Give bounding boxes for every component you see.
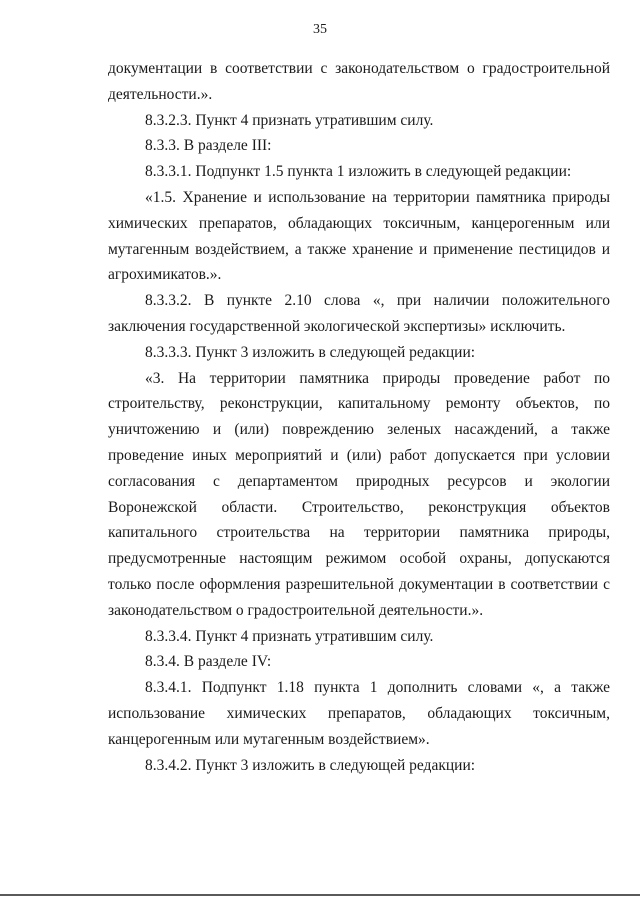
paragraph-8-3-3-4: 8.3.3.4. Пункт 4 признать утратившим силу.	[145, 627, 434, 645]
page-number: 35	[313, 22, 327, 37]
document-body	[108, 56, 610, 778]
paragraph-continuation: документации в соответствии с законодательством о градостроительной деятельности.».	[108, 60, 610, 103]
paragraph-8-3-3-1: 8.3.3.1. Подпункт 1.5 пункта 1 изложить в следующей редакции:	[145, 163, 572, 181]
paragraph-quote-3: «3. На территории памятника природы проведение работ по строительству, реконструкции, капитальному ремонту объектов, по уничтожению и (или) повреждению зеленых насаждений, а также проведение иных мероприятий и (или) работ допускается при условии согласования с департаментом природных ресурсов и экологии Воронежской области. Строительство, реконструкция объектов капитального строительства на территории памятника природы, предусмотренные настоящим режимом особой охраны, допускаются только после оформления разрешительной документации в соответствии с законодательством о градостроительной деятельности.».	[108, 369, 610, 619]
paragraph-8-3-3-2: 8.3.3.2. В пункте 2.10 слова «, при наличии положительного заключения государственной экологической экспертизы» исключить.	[108, 292, 610, 335]
scan-edge-divider	[0, 894, 640, 896]
paragraph-8-3-4: 8.3.4. В разделе IV:	[145, 653, 272, 671]
paragraph-8-3-4-1: 8.3.4.1. Подпункт 1.18 пункта 1 дополнить словами «, а также использование химических препаратов, обладающих токсичным, канцерогенным или мутагенным воздействием».	[108, 679, 610, 748]
paragraph-8-3-4-2: 8.3.4.2. Пункт 3 изложить в следующей редакции:	[145, 756, 476, 774]
paragraph-8-3-2-3: 8.3.2.3. Пункт 4 признать утратившим силу.	[145, 111, 434, 129]
paragraph-quote-1-5: «1.5. Хранение и использование на территории памятника природы химических препаратов, обладающих токсичным, канцерогенным или мутагенным воздействием, а также хранение и применение пестицидов и агрохимикатов.».	[108, 188, 610, 284]
paragraph-8-3-3-3: 8.3.3.3. Пункт 3 изложить в следующей редакции:	[145, 343, 476, 361]
paragraph-8-3-3: 8.3.3. В разделе III:	[145, 137, 272, 155]
